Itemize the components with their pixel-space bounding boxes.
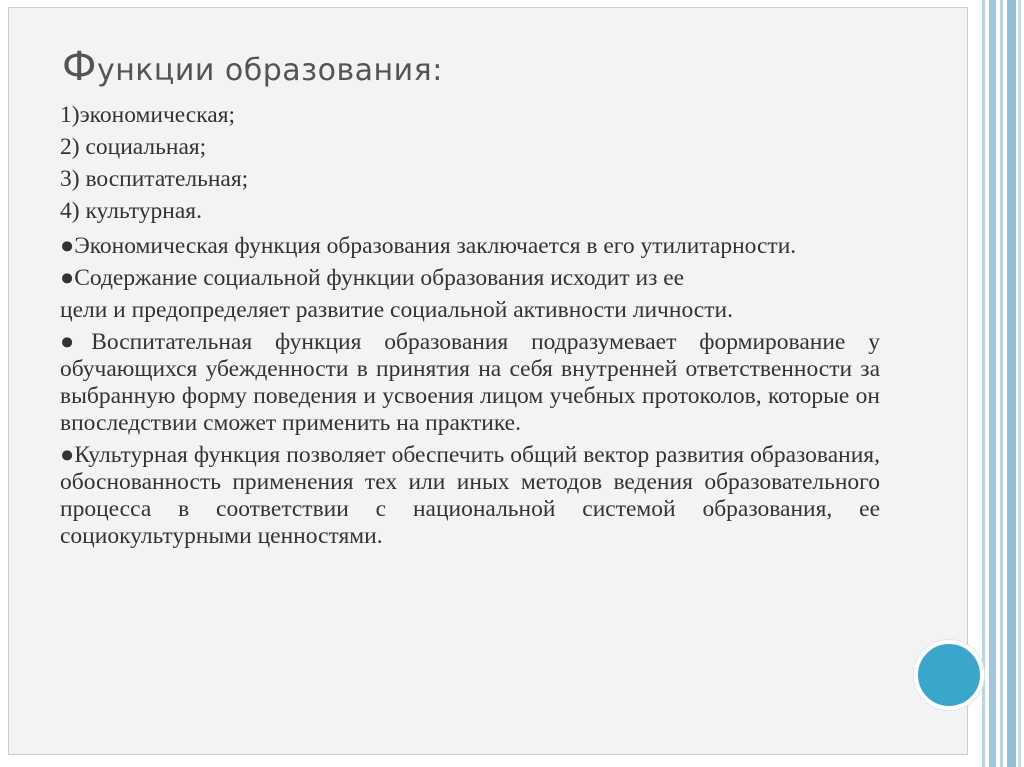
list-item: 2) социальная;: [60, 134, 207, 160]
decorative-bar: [989, 0, 996, 767]
slide-title: [62, 44, 443, 90]
paragraph-cultural: ●Культурная функция позволяет обеспечить общий вектор развития образования, обоснованность применения тех или иных методов ведения образовательного процесса в соответствии с национальной системой образования, ее социокультурными ценностями.: [60, 442, 880, 549]
slide-title-rest: ункции образования:: [96, 53, 443, 88]
decorative-bar: [1007, 0, 1016, 767]
slide-body: [60, 102, 880, 555]
decorative-bars: [980, 0, 1024, 767]
paragraph-social-intro: ●Содержание социальной функции образования исходит из ее: [60, 265, 685, 291]
list-item: 1)экономическая;: [60, 102, 236, 128]
list-item: 4) культурная.: [60, 198, 202, 224]
paragraph-economic: ●Экономическая функция образования заключается в его утилитарности.: [60, 233, 797, 259]
slide-title-initial: Ф: [62, 44, 97, 90]
decorative-bar: [982, 0, 985, 767]
paragraph-upbringing: ●Воспитательная функция образования подразумевает формирование у обучающихся убежденности в принятия на себя внутренней ответственности за выбранную форму поведения и усвоения лицом учебных протоколов, которые он впоследствии сможет применить на практике.: [60, 329, 880, 436]
paragraph-social: цели и предопределяет развитие социальной активности личности.: [60, 297, 733, 323]
decorative-bar: [1018, 0, 1021, 767]
list-item: 3) воспитательная;: [60, 166, 249, 192]
decorative-circle: [914, 640, 984, 710]
decorative-bar: [1000, 0, 1003, 767]
